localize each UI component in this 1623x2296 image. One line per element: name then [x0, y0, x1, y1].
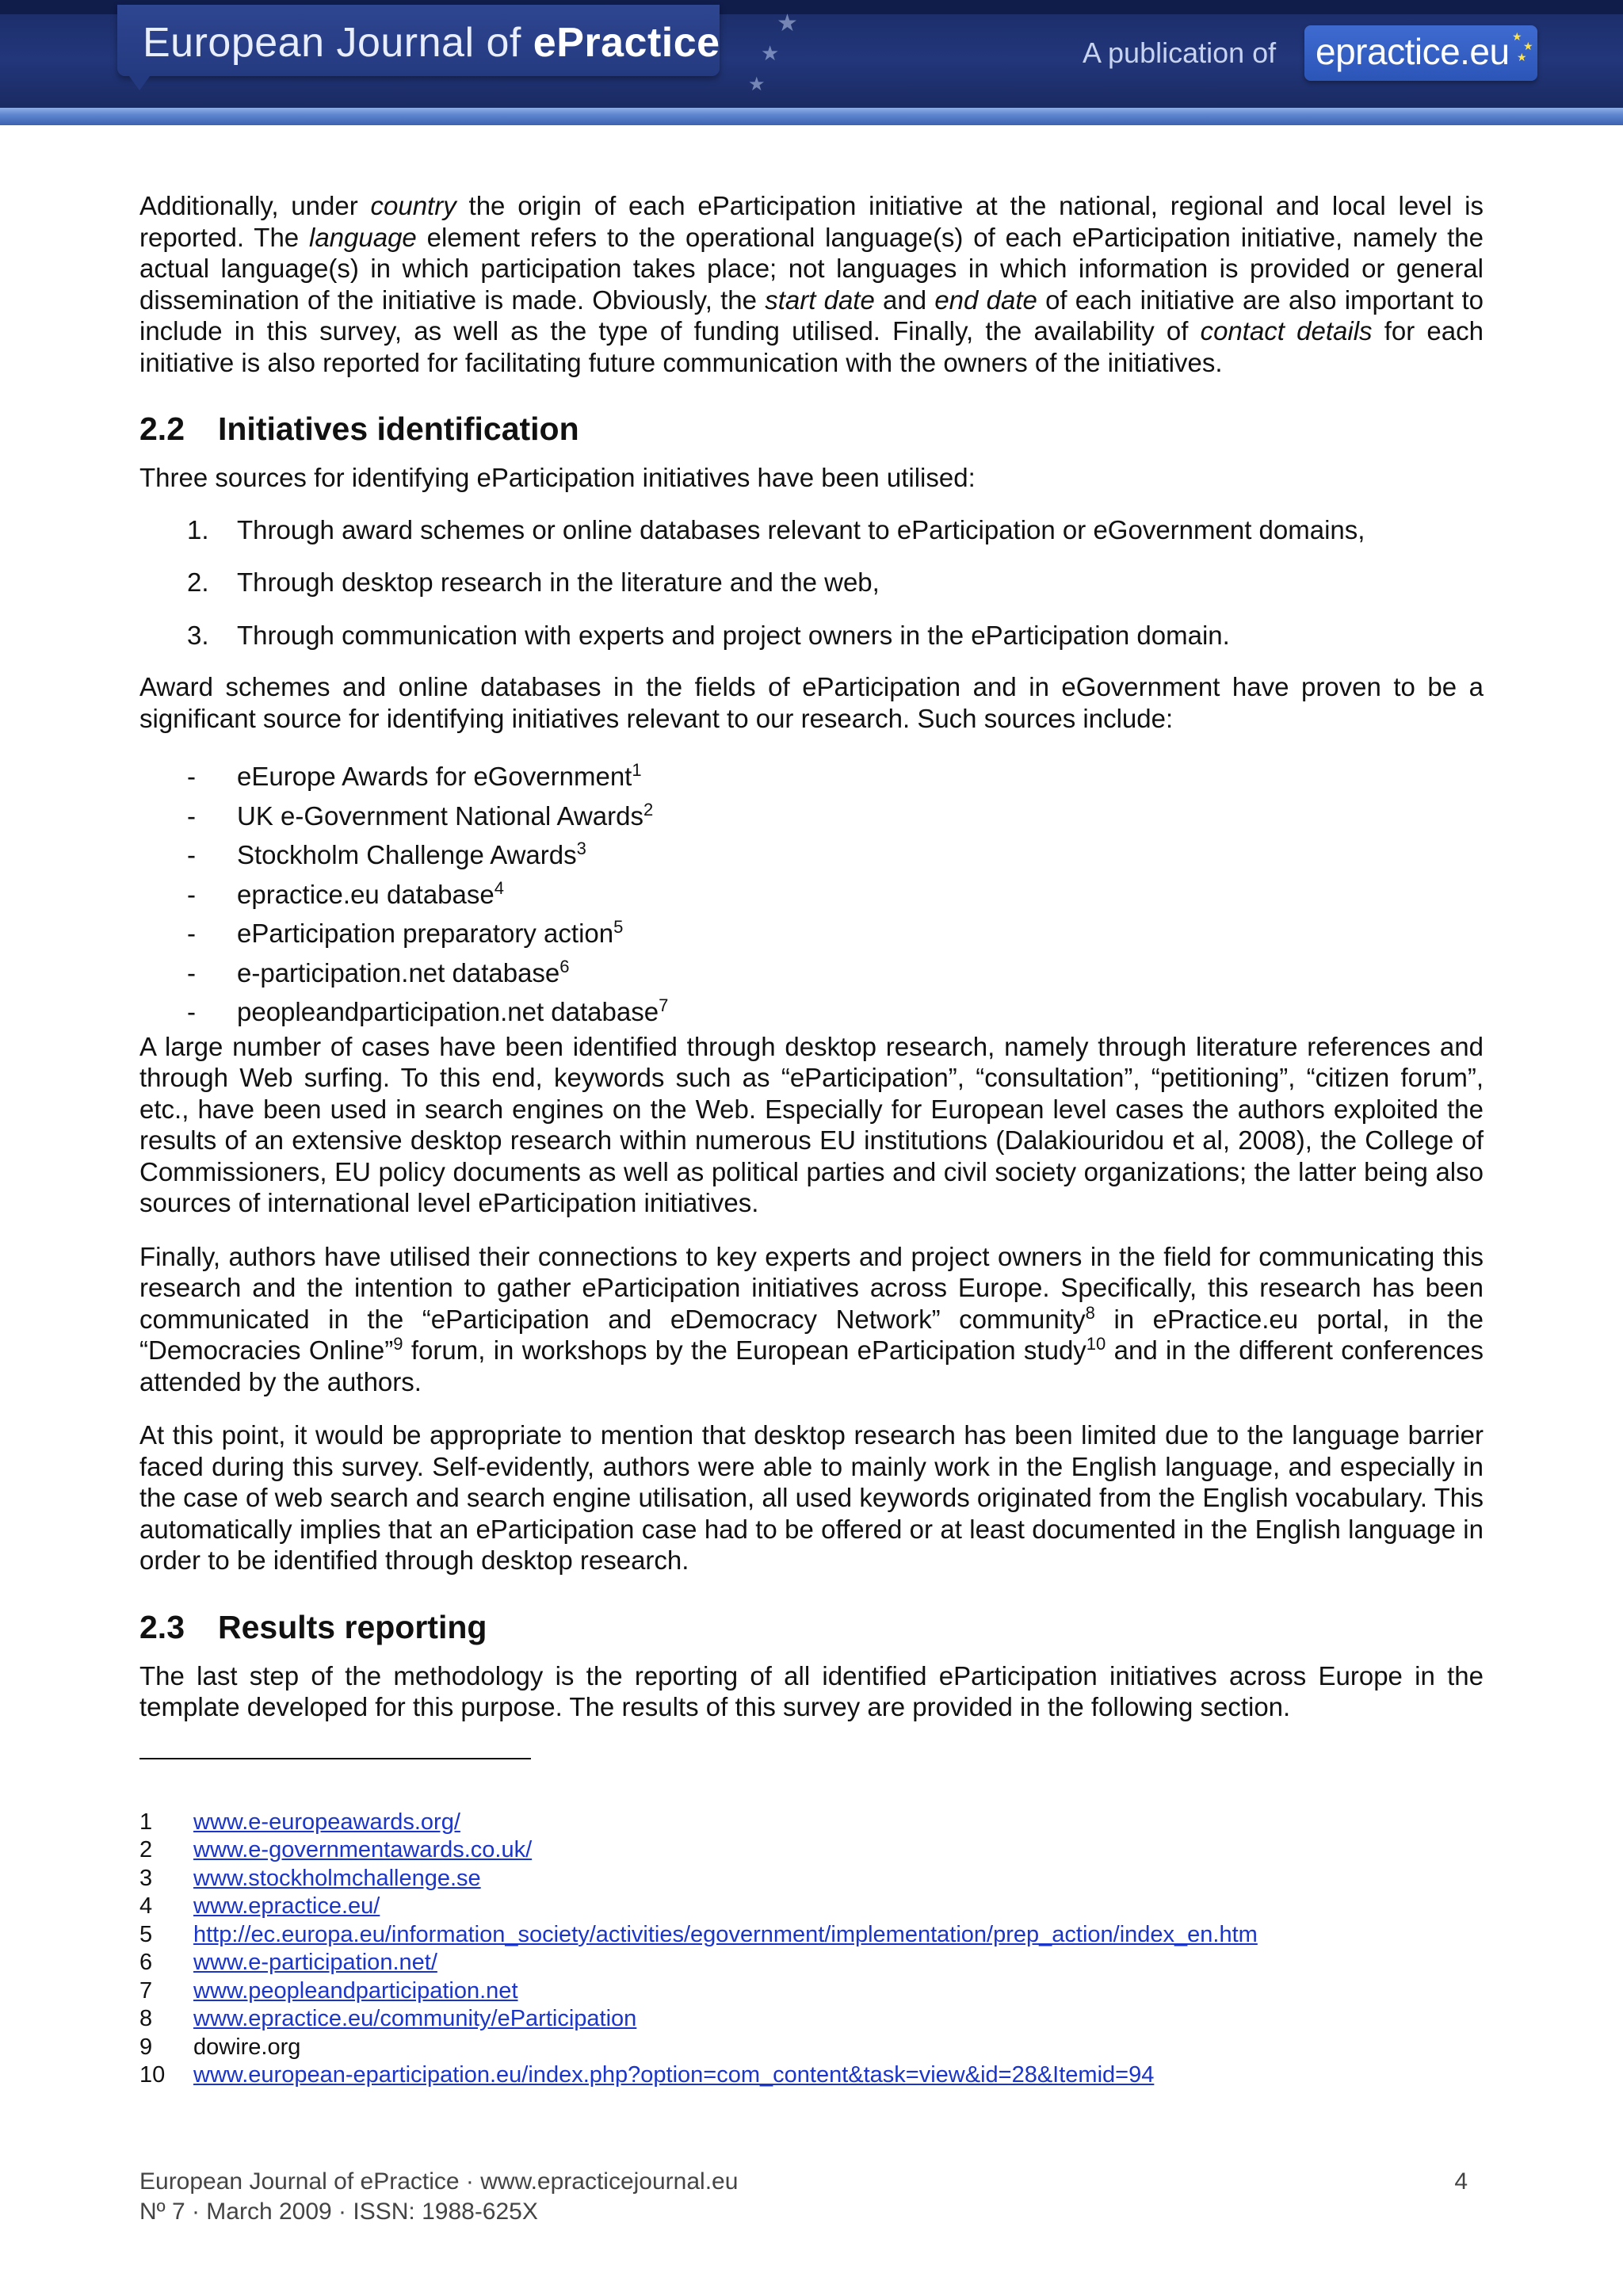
footnote-number: 7 [139, 1977, 153, 2004]
paragraph-results-reporting: The last step of the methodology is the reporting of all identified eParticipation initiatives across Europe in the template developed for this purpose. The results of this survey are provided in the following section. [139, 1660, 1484, 1721]
footnote-link[interactable]: http://ec.europa.eu/information_society/activities/egovernment/implementation/prep_action/index_en.htm [193, 1921, 1258, 1947]
footnote-ref: 1 [632, 760, 642, 780]
list-item [139, 567, 1484, 598]
text-run: the origin of each eParticipation initiative at the national, regional and local level is reported. The [139, 191, 1484, 252]
text-run: Additionally, under [139, 191, 371, 220]
list-item [139, 793, 1484, 832]
footnote [139, 1865, 1484, 1893]
list-item [139, 910, 1484, 949]
section-number: 2.3 [139, 1608, 185, 1645]
bullet-list-award-sources [139, 753, 1484, 1028]
emphasis-term: end date [934, 285, 1037, 315]
header-banner [0, 0, 1623, 108]
text-run: element refers to the operational language(s) of each eParticipation initiative, namely the actual language(s) in which participation takes place; not languages in which information is provided or general dissemination of the initiative is made. Obviously, the [139, 222, 1484, 315]
page-number: 4 [1454, 2168, 1468, 2195]
footnote [139, 1921, 1484, 1950]
source-name [237, 918, 623, 949]
numbered-list-sources [139, 514, 1484, 651]
source-label: Stockholm Challenge Awards [237, 840, 577, 869]
list-item [139, 949, 1484, 989]
footnote-number: 6 [139, 1950, 153, 1975]
footnote [139, 2005, 1484, 2034]
footnote-ref: 4 [494, 877, 504, 898]
emphasis-term: country [370, 191, 456, 220]
star-icon: ★ [748, 74, 766, 95]
paragraph-sources-intro: Three sources for identifying eParticipation initiatives have been utilised: [139, 463, 976, 492]
publication-of-label: A publication of [1083, 36, 1277, 69]
list-item-text: Through award schemes or online databases relevant to eParticipation or eGovernment domains, [237, 514, 1365, 544]
footnote-number: 2 [139, 1837, 153, 1862]
source-name [237, 761, 642, 793]
paragraph-expert-communication [139, 1241, 1484, 1398]
footnote-ref: 3 [576, 839, 586, 858]
journal-title-prefix: European Journal of [143, 20, 533, 66]
section-title: Initiatives identification [218, 411, 579, 447]
footnotes [139, 1809, 1484, 2090]
source-label: e-participation.net database [237, 957, 560, 988]
source-label: eEurope Awards for eGovernment [237, 762, 632, 791]
text-run: and [874, 285, 935, 315]
list-dash: - [187, 840, 196, 869]
footnote-number: 3 [139, 1865, 153, 1891]
list-item [139, 988, 1484, 1028]
text-run: of each initiative are also important to include in this survey, as well as the type of funding utilised. Finally, the availability of [139, 285, 1484, 346]
source-name [237, 996, 668, 1028]
footnote-link[interactable]: www.epractice.eu/community/eParticipation [193, 2006, 637, 2031]
source-label: peopleandparticipation.net database [237, 997, 659, 1026]
source-label: eParticipation preparatory action [237, 919, 614, 948]
footnote-number: 5 [139, 1921, 153, 1947]
list-item-text: Through communication with experts and project owners in the eParticipation domain. [237, 620, 1230, 650]
footnote-link[interactable]: www.e-governmentawards.co.uk/ [193, 1837, 533, 1862]
text-run: Finally, authors have utilised their connections to key experts and project owners in the field for communicating this research and the intention to gather eParticipation initiatives across Europe. Specifically, this research has been communicated in the “eParticipation and eDemocracy Network” community [139, 1241, 1484, 1334]
section-title: Results reporting [218, 1608, 487, 1645]
footnote-link[interactable]: www.peopleandparticipation.net [193, 1977, 518, 2004]
footnote-ref: 2 [643, 799, 654, 819]
footnote-link[interactable]: www.stockholmchallenge.se [193, 1865, 481, 1891]
star-icon: ★ [761, 41, 780, 65]
text-run: forum, in workshops by the European eParticipation study [403, 1335, 1086, 1365]
list-dash: - [187, 997, 196, 1026]
source-name [237, 800, 653, 832]
footnote-number: 10 [139, 2062, 166, 2088]
footnote-text: dowire.org [193, 2034, 301, 2060]
journal-title-plate-tail [127, 73, 152, 90]
footnote-ref: 8 [1085, 1302, 1095, 1323]
footnote [139, 1809, 1484, 1837]
footnote-ref: 7 [659, 995, 669, 1015]
paragraph-language-barrier: At this point, it would be appropriate to mention that desktop research has been limited due to the language barrier faced during this survey. Self-evidently, authors were able to mainly work in the English language, and especially in the case of web search and search engine utilisation, all used keywords originated from the English vocabulary. This automatically implies that an eParticipation case had to be offered or at least documented in the English language in order to be identified through desktop research. [139, 1420, 1484, 1575]
footnote [139, 1836, 1484, 1865]
logo-star-icon: ★ [1512, 30, 1522, 43]
source-label: UK e-Government National Awards [237, 800, 643, 831]
list-item [139, 831, 1484, 871]
source-name [237, 879, 504, 911]
text-run: in ePractice.eu portal, in the “Democracies Online” [139, 1304, 1484, 1365]
text-run: and in the different conferences attended by the authors. [139, 1335, 1484, 1396]
list-dash: - [187, 800, 196, 831]
emphasis-term: contact details [1200, 316, 1373, 346]
footnote-ref: 6 [559, 956, 570, 976]
list-dash: - [187, 957, 196, 988]
text-run: for each initiative is also reported for facilitating future communication with the owners of the initiatives. [139, 316, 1484, 377]
footnote-ref: 10 [1086, 1334, 1106, 1354]
section-heading-2-3 [139, 1608, 1484, 1646]
footnote-number: 4 [139, 1893, 153, 1919]
source-name [237, 839, 586, 871]
list-dash: - [187, 762, 196, 791]
footnote-number: 8 [139, 2006, 153, 2031]
article-body [139, 190, 1484, 2090]
paragraph-template-elements [139, 190, 1484, 378]
footnote-link[interactable]: www.e-europeawards.org/ [193, 1809, 460, 1835]
paragraph-desktop-research: A large number of cases have been identified through desktop research, namely through literature references and through Web surfing. To this end, keywords such as “eParticipation”, “consultation”, “petitioning”, “citizen forum”, etc., have been used in search engines on the Web. Especially for European level cases the authors exploited the results of an extensive desktop research within numerous EU institutions (Dalakiouridou et al, 2008), the College of Commissioners, EU policy documents as well as political parties and civil society organizations; the latter being also sources of international level eParticipation initiatives. [139, 1031, 1484, 1217]
list-item [139, 871, 1484, 911]
source-name [237, 957, 570, 989]
source-label: epractice.eu database [237, 879, 495, 909]
header-banner-underline [0, 108, 1623, 125]
emphasis-term: language [308, 222, 417, 252]
paragraph-award-schemes: Award schemes and online databases in the fields of eParticipation and in eGovernment have proven to be a significant source for identifying initiatives relevant to our research. Such sources include: [139, 672, 1484, 733]
list-dash: - [187, 879, 196, 909]
footnote-number: 1 [139, 1809, 153, 1835]
footnote [139, 2061, 1484, 2090]
epractice-logo[interactable]: epractice.eu [1316, 31, 1510, 72]
list-marker: 1. [187, 514, 209, 544]
footnote-separator [139, 1758, 531, 1759]
footnote [139, 1977, 1484, 2006]
footnote-ref: 5 [613, 917, 624, 937]
footnote-ref: 9 [393, 1334, 403, 1354]
footnote [139, 1893, 1484, 1921]
footnote-number: 9 [139, 2034, 153, 2060]
journal-title [143, 19, 720, 67]
list-item [139, 620, 1484, 651]
section-number: 2.2 [139, 411, 185, 447]
footnote-link[interactable]: www.epractice.eu/ [193, 1893, 380, 1919]
section-heading-2-2 [139, 410, 1484, 448]
footnote-link[interactable]: www.european-eparticipation.eu/index.php?option=com_content&task=view&id=28&Itemid=94 [193, 2062, 1155, 2088]
logo-star-icon: ★ [1523, 40, 1533, 52]
star-icon: ★ [777, 10, 798, 36]
list-marker: 3. [187, 620, 209, 650]
logo-star-icon: ★ [1517, 51, 1527, 63]
page-footer [139, 2167, 1484, 2227]
footer-journal-line: European Journal of ePractice · www.epracticejournal.eu [139, 2168, 739, 2195]
list-marker: 2. [187, 567, 209, 597]
list-item [139, 753, 1484, 793]
footnote [139, 1949, 1484, 1977]
journal-title-bold: ePractice [533, 20, 720, 66]
footnote-link[interactable]: www.e-participation.net/ [193, 1950, 437, 1975]
emphasis-term: start date [765, 285, 875, 315]
footer-issue-line: Nº 7 · March 2009 · ISSN: 1988-625X [139, 2199, 538, 2225]
footnote [139, 2034, 1484, 2062]
list-item [139, 514, 1484, 546]
list-item-text: Through desktop research in the literature and the web, [237, 567, 880, 597]
list-dash: - [187, 919, 196, 948]
